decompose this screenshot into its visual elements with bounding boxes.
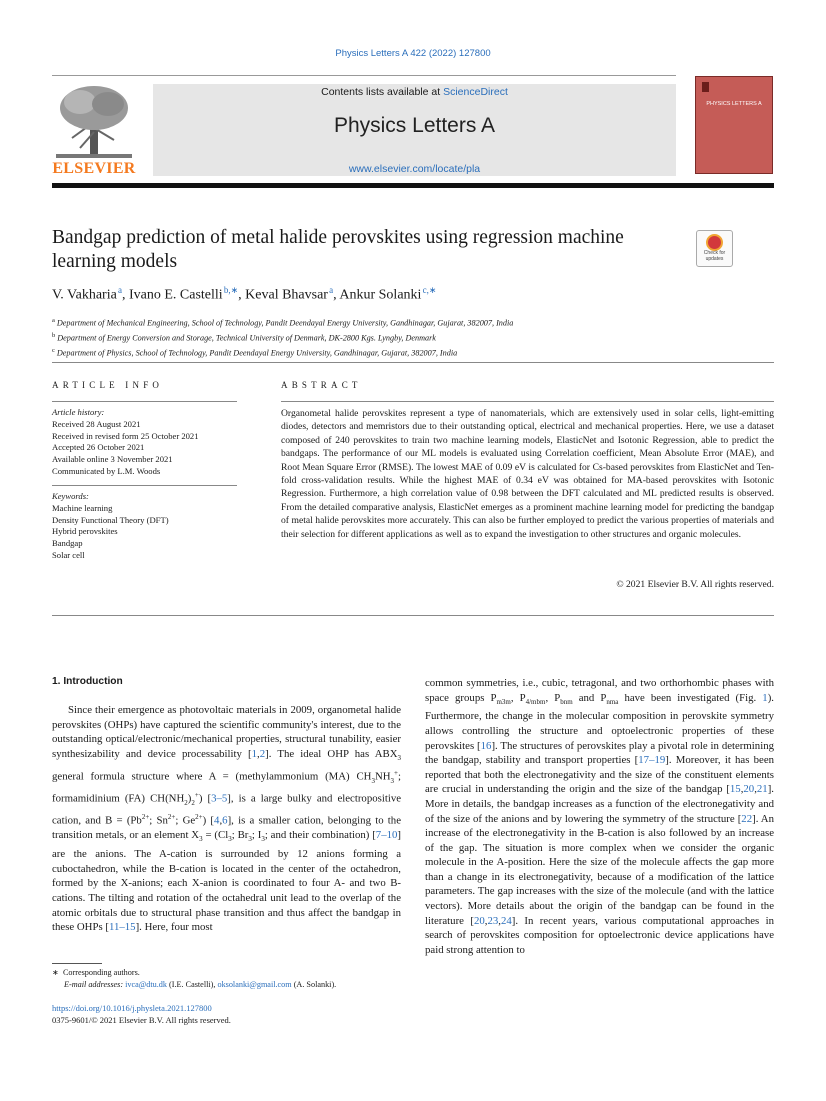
abstract-divider <box>281 401 774 402</box>
history-item: Accepted 26 October 2021 <box>52 442 145 453</box>
citation-link[interactable]: 24 <box>500 914 512 927</box>
author-name: V. Vakharia <box>52 287 117 303</box>
citation-link[interactable]: 3–5 <box>211 792 228 805</box>
author-name: Ankur Solanki <box>339 287 422 303</box>
section-divider <box>52 615 774 616</box>
journal-cover-image[interactable] <box>695 76 773 174</box>
cover-title: PHYSICS LETTERS A <box>706 101 762 107</box>
publisher-name: ELSEVIER <box>52 160 136 177</box>
info-divider <box>52 401 237 402</box>
sciencedirect-link[interactable]: ScienceDirect <box>443 86 508 98</box>
citation-link[interactable]: 6 <box>222 814 228 827</box>
citation-link[interactable]: 17–19 <box>638 754 666 767</box>
author-name: Ivano E. Castelli <box>128 287 223 303</box>
keyword-item: Hybrid perovskites <box>52 526 118 537</box>
info-divider <box>52 485 237 486</box>
author-affiliation-link[interactable]: a <box>329 285 334 295</box>
citation-link[interactable]: 22 <box>741 812 753 825</box>
citation-link[interactable]: 20 <box>743 783 755 796</box>
article-title: Bandgap prediction of metal halide perovskites using regression machine learning models <box>52 227 624 272</box>
author-list: V. Vakharia $^a$, Ivano E. Castelli $^{b,∗}$, Keval Bhavsar $^a$, Ankur Solanki $^{c,∗}$ <box>52 285 437 303</box>
email-link[interactable]: ivca@dtu.dk <box>125 980 167 989</box>
journal-reference-link[interactable]: Physics Letters A 422 (2022) 127800 <box>335 48 491 59</box>
affiliations <box>52 315 752 360</box>
header-divider <box>52 75 676 76</box>
article-info-heading: ARTICLE INFO <box>52 380 164 390</box>
article-history <box>52 407 242 478</box>
author-affiliation-link[interactable]: a <box>117 285 122 295</box>
citation-link[interactable]: 4 <box>214 814 220 827</box>
citation-link[interactable]: 20 <box>473 914 485 927</box>
doi-link[interactable]: https://doi.org/10.1016/j.physleta.2021.127800 <box>52 1003 212 1013</box>
history-item: Received 28 August 2021 <box>52 418 141 429</box>
history-item: Received in revised form 25 October 2021 <box>52 430 199 441</box>
citation-link[interactable]: 21 <box>756 783 768 796</box>
affiliation-item: $^c$ Department of Physics, School of Technology, Pandit Deendayal Energy University, Gandhinagar, Gujarat, 382007, India <box>52 347 458 359</box>
citation-link[interactable]: 11–15 <box>108 921 136 934</box>
footnote-divider <box>52 963 102 964</box>
masthead-rule <box>52 183 774 188</box>
journal-url-link[interactable]: www.elsevier.com/locate/pla <box>348 163 481 175</box>
history-item: Available online 3 November 2021 <box>52 454 173 465</box>
citation-link[interactable]: 23 <box>487 914 499 927</box>
affiliation-item: $^b$ Department of Energy Conversion and Storage, Technical University of Denmark, DK-2800 Kgs. Lyngby, Denmark <box>52 332 436 343</box>
author-name: Keval Bhavsar <box>245 287 328 303</box>
issn-copyright: 0375-9601/© 2021 Elsevier B.V. All rights reserved. <box>52 1015 231 1025</box>
citation-link[interactable]: 16 <box>480 739 492 752</box>
citation-link[interactable]: 1 <box>251 747 258 760</box>
keywords <box>52 491 242 562</box>
contents-line <box>153 86 676 98</box>
section-divider <box>52 362 774 363</box>
citation-link[interactable]: 15 <box>729 783 741 796</box>
contents-prefix: Contents lists available at <box>321 86 444 98</box>
section-heading-introduction: 1. Introduction <box>52 676 123 687</box>
keywords-label: Keywords: <box>52 491 89 501</box>
citation-link[interactable]: 2 <box>259 747 266 760</box>
email-link[interactable]: oksolanki@gmail.com <box>217 980 292 989</box>
footnote-star: ∗ <box>52 968 59 977</box>
check-for-updates-button[interactable] <box>696 230 733 267</box>
cover-logo-icon <box>702 82 709 92</box>
citation-link[interactable]: 7–10 <box>375 829 398 842</box>
tree-icon <box>52 82 136 160</box>
check-updates-label: Check for updates <box>703 250 726 262</box>
check-updates-icon <box>706 234 723 251</box>
abstract-text: Organometal halide perovskites represent a type of nanomaterials, which are extensively used in solar cells, light-emitting diodes, detectors and memristors due to their outstanding optical, electrical and mechanical properties. Here, we use a dataset composed of 240 perovskites to train two machine learning models, ElasticNet and Isotonic Regression, able to predict the bandgaps. The performance of our ML models is evaluated using Correlation coefficient, Mean Absolute Error (MAE), and Root Mean Square Error (RMSE). The lowest MAE of 0.09 eV is calculated for Cs-based perovskites from ElasticNet and Ten-fold cross-validation results. While the highest MAE of 0.34 eV was obtained for MA-based perovskites with Isotonic Regression. Furthermore, a high correlation value of 0.98 between the DFT calculated and ML predicted results is observed. From the detailed comparative analysis, ElasticNet emerges as a prominent machine learning model for predicting the bandgap of metal halide perovskites more accurately. This can also be further employed to predict the various properties of materials and their selection for different applications as well as to expand the investigation to other structures and organic molecules. <box>281 408 774 540</box>
copyright-notice: © 2021 Elsevier B.V. All rights reserved. <box>616 579 774 590</box>
abstract-heading: ABSTRACT <box>281 380 362 390</box>
history-label: Article history: <box>52 407 105 417</box>
affiliation-item: $^a$ Department of Mechanical Engineering, School of Technology, Pandit Deendayal Energy University, Gandhinagar, Gujarat, 382007, India <box>52 317 514 328</box>
author-affiliation-link[interactable]: c,∗ <box>422 285 437 295</box>
corresponding-author-footnote: ∗ Corresponding authors. E-mail addresses: ivca@dtu.dk (I.E. Castelli), oksolanki@gmail.com (A. Solanki). <box>52 968 337 989</box>
keyword-item: Bandgap <box>52 538 83 549</box>
keyword-item: Density Functional Theory (DFT) <box>52 514 169 525</box>
keyword-item: Solar cell <box>52 549 85 560</box>
history-item: Communicated by L.M. Woods <box>52 465 161 476</box>
author-affiliation-link[interactable]: b,∗ <box>223 285 239 295</box>
body-column-right: common symmetries, i.e., cubic, tetragonal, and two orthorhombic phases with space groups $P_{m3m}$, $P_{4/mbm}$, $P_{bnm}$ and $P_{nma}$ have been investigated (Fig. 1). Furthermore, the change in the molecular composition in perovskite symmetry allows controlling the structure and optoelectronic properties of these perovskites [16]. The structures of perovskites play a pivotal role in determining the bandgap, stability and transport properties [17–19]. Moreover, it has been reported that both the electronegativity and the size of the constituent elements are crucial in understanding the origin and the size of the bandgap [15,20,21]. More in details, the bandgap increases as a function of the electronegativity and of the size of the anions and by lowering the symmetry of the structure [22]. An increase of the electronegativity in the B-cation is also followed by an increase of the gap. The situation is more complex when we consider the organic molecule in the A-position. Here the size of the molecule affects the gap more than a change in its electronegativity, because of a modification of the lattice parameters. The gap increases with the size of the molecule (and with the lattice vectors). More details about the origin of the bandgap can be found in the literature [20,23,24]. In recent years, various computational approaches in search of perovskites composition for optoelectronic device applications have paid strong attention to <box>425 677 775 956</box>
elsevier-logo <box>52 82 136 178</box>
body-column-left: Since their emergence as photovoltaic materials in 2009, organometal halide perovskites (OHPs) have captured the scientific community's interest, due to the outstanding optical/electronic/mechanical properties, structural tunability, easier synthesizability and device processability [1,2]. The ideal OHP has $ABX_3$ general formula structure where A = (methylammonium (MA) $CH_3NH_3^+$; formamidinium (FA) $CH(NH_2)_2^+$) [3–5], is a large bulky and electropositive cation, and $B = (Pb^{2+}$; $Sn^{2+}$; $Ge^{2+}$) [4,6], is a smaller cation, belonging to the transition metals, or an element $X_3 = (Cl_3$; $Br_3$; $I_3$; and their combination) [7–10] are the anions. The A-cation is surrounded by 12 anions forming a cuboctahedron, while the B-cation is located in the center of the octahedron, formed by the X-anions; each X-anion is coordinated to four A- and two B-cations. The tilting and rotation of the octahedral unit lead to the overlap of the atomic orbitals due to structural phase transition and thus affect the bandgap in these OHPs [11–15]. Here, four most <box>52 704 402 934</box>
keyword-item: Machine learning <box>52 502 113 513</box>
journal-title: Physics Letters A <box>333 114 496 137</box>
figure-link[interactable]: 1 <box>762 691 768 704</box>
